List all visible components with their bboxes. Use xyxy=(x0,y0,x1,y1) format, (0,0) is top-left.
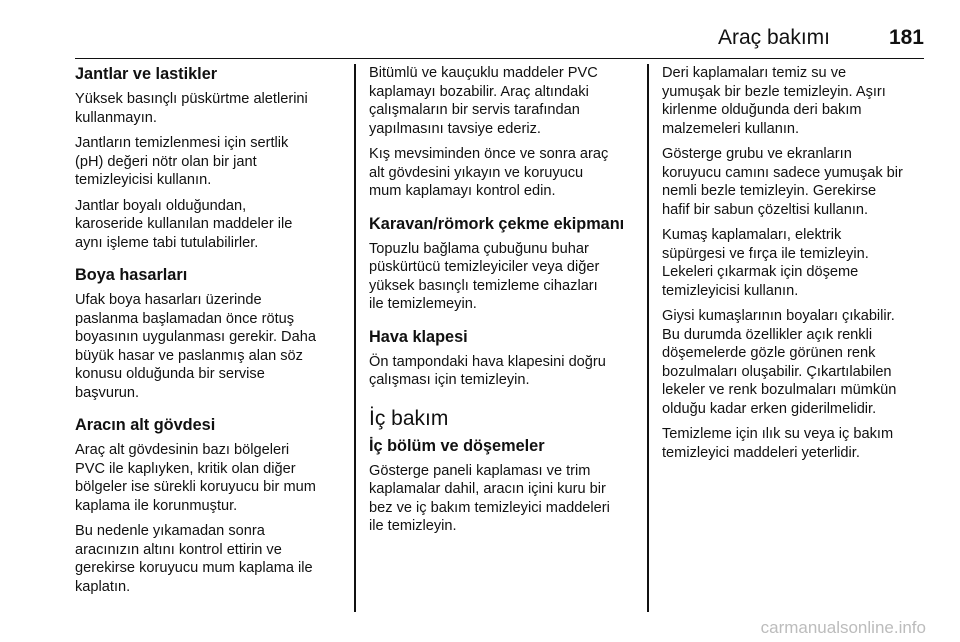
paragraph: Jantların temizlenmesi için sertlik (pH) değeri nötr olan bir jant temizleyicisi kullanın. xyxy=(75,135,289,188)
paragraph: Bitümlü ve kauçuklu maddeler PVC kaplamayı bozabilir. Araç altındaki çalışmaların bir servis tarafından yapılmasını tavsiye ederiz. xyxy=(369,65,598,137)
paragraph: Yüksek basınçlı püskürtme aletlerini kullanmayın. xyxy=(75,91,308,126)
column-divider xyxy=(354,64,356,612)
page-number: 181 xyxy=(888,26,924,49)
heading-paint-damage: Boya hasarları xyxy=(75,266,188,284)
column-1 xyxy=(75,64,347,603)
paragraph: Giysi kumaşlarının boyaları çıkabilir. Bu durumda özellikler açık renkli döşemelerde gözle görünen renk bozulmaları oluşabilir. Çıkartılabilen lekeler ve renk bozulmaları mümkün olduğu kadar erken giderilmelidir. xyxy=(662,308,897,417)
paragraph: Deri kaplamaları temiz su ve yumuşak bir bezle temizleyin. Aşırı kirlenme olduğunda deri bakım malzemeleri kullanın. xyxy=(662,65,886,137)
paragraph: Kumaş kaplamaları, elektrik süpürgesi ve fırça ile temizleyin. Lekeleri çıkarmak için döşeme temizleyicisi kullanın. xyxy=(662,227,869,299)
column-divider xyxy=(647,64,649,612)
paragraph: Ufak boya hasarları üzerinde paslanma başlamadan önce rötuş boyasının uygulanması gerekir. Daha büyük hasar ve paslanmış alan söz konusu olduğunda bir servise başvurun. xyxy=(75,292,316,401)
paragraph: Kış mevsiminden önce ve sonra araç alt gövdesini yıkayın ve koruyucu mum kaplamayı kontrol edin. xyxy=(369,146,609,199)
column-2 xyxy=(369,64,639,543)
heading-air-flap: Hava klapesi xyxy=(369,327,468,346)
column-3 xyxy=(662,64,937,469)
paragraph: Jantlar boyalı olduğundan, karoseride kullanılan maddeler ile aynı işleme tabi tutulabilirler. xyxy=(75,197,293,251)
paragraph: Gösterge grubu ve ekranların koruyucu camını sadece yumuşak bir nemli bezle temizleyin. Gerekirse hafif bir sabun çözeltisi kullanın. xyxy=(662,146,903,218)
paragraph: Gösterge paneli kaplaması ve trim kaplamalar dahil, aracın içini kuru bir bez ve iç bakım temizleyici maddeleri ile temizleyin. xyxy=(369,462,610,534)
paragraph: Temizleme için ılık su veya iç bakım temizleyici maddeleri yeterlidir. xyxy=(662,426,894,461)
heading-towing-equipment: Karavan/römork çekme ekipmanı xyxy=(369,214,625,233)
watermark: carmanualsonline.info xyxy=(760,618,926,637)
paragraph: Topuzlu bağlama çubuğunu buhar püskürtücü temizleyiciler veya diğer yüksek basınçlı temizleme cihazları ile temizlemeyin. xyxy=(369,240,600,312)
heading-underbody: Aracın alt gövdesi xyxy=(75,416,216,434)
page-header xyxy=(75,26,924,59)
paragraph: Araç alt gövdesinin bazı bölgeleri PVC ile kaplıyken, kritik olan diğer bölgeler ise sürekli koruyucu bir mum kaplama ile korunmuştur. xyxy=(75,442,316,514)
paragraph: Bu nedenle yıkamadan sonra aracınızın altını kontrol ettirin ve gerekirse koruyucu mum kaplama ile kaplatın. xyxy=(75,523,313,595)
paragraph: Ön tampondaki hava klapesini doğru çalışması için temizleyin. xyxy=(369,353,606,388)
heading-interior-care: İç bakım xyxy=(369,406,449,430)
section-title: Araç bakımı xyxy=(717,26,830,49)
heading-wheels-tyres: Jantlar ve lastikler xyxy=(75,65,218,83)
heading-interior-upholstery: İç bölüm ve döşemeler xyxy=(369,436,545,455)
